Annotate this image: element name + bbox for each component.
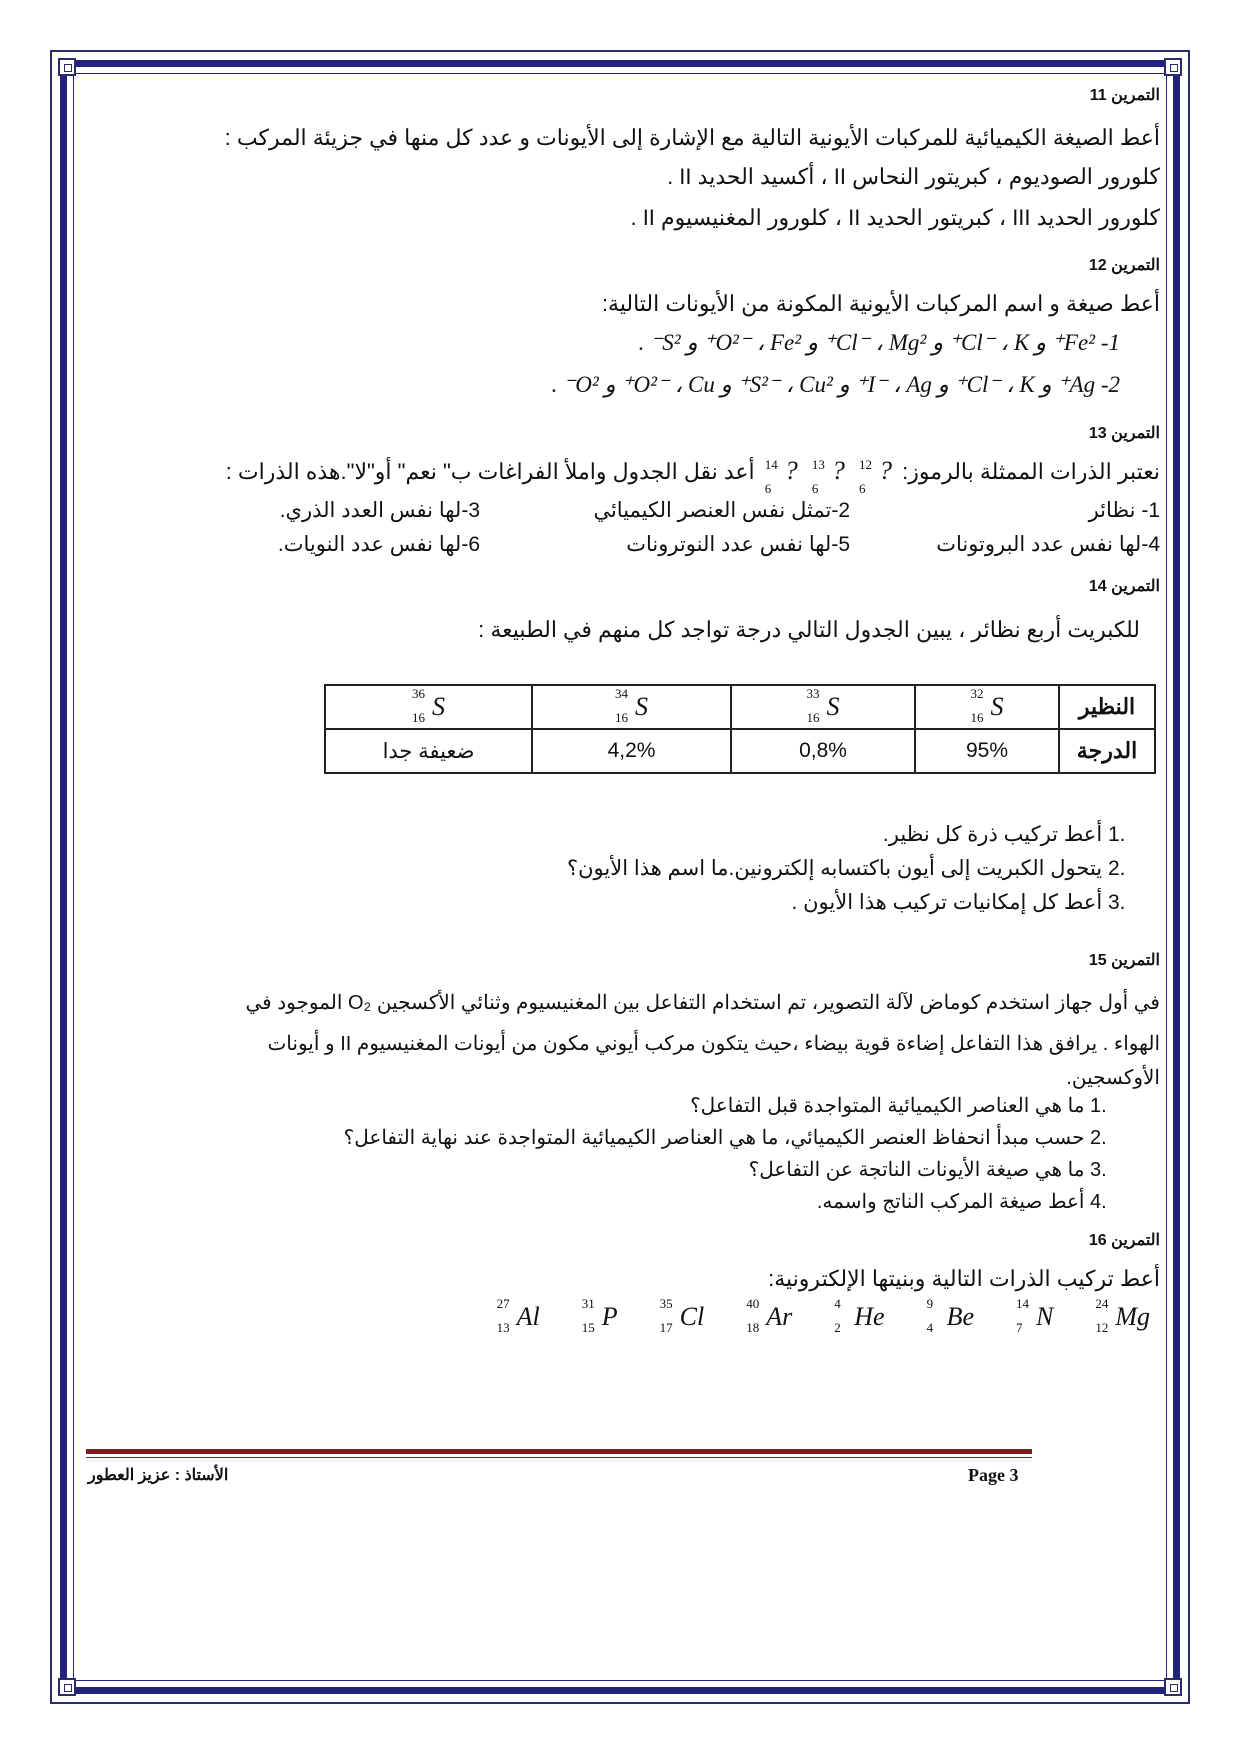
list-item: 3. أعط كل إمكانيات تركيب هذا الأيون . bbox=[791, 891, 1126, 914]
atom-symbol-mg: 24 12 Mg bbox=[1095, 1296, 1150, 1335]
footer-rule bbox=[86, 1449, 1032, 1454]
exercise-13-intro-a: نعتبر الذرات الممثلة بالرموز: bbox=[902, 459, 1160, 484]
atom-symbol-he: 4 2 He bbox=[834, 1296, 885, 1335]
exercise-11-line-2: كلورور الصوديوم ، كبريتور النحاس II ، أكسيد الحديد II . bbox=[667, 164, 1160, 189]
table-cell-abundance: 4,2% bbox=[532, 729, 731, 773]
atom-symbol-p: 31 15 P bbox=[581, 1296, 618, 1335]
list-item: 3. ما هي صيغة الأيونات الناتجة عن التفاعل؟ bbox=[748, 1159, 1107, 1181]
exercise-13-items-row-1 bbox=[100, 494, 1160, 528]
exercise-13-symbol-12c: 12 6 ? bbox=[859, 456, 893, 496]
table-header-abundance: الدرجة bbox=[1059, 729, 1155, 773]
exercise-15-line-2: الهواء . يرافق هذا التفاعل إضاءة قوية بيضاء ،حيث يتكون مركب أيوني مكون من أيونات المغنيسيوم II و أيونات bbox=[267, 1033, 1160, 1055]
exercise-12-ion-row-2: 2- Ag⁺ و Cl⁻ ، K⁺ و I⁻ ، Ag⁺ و S²⁻ ، Cu²⁺ و O²⁻ ، Cu⁺ و O²⁻ . bbox=[551, 372, 1120, 397]
table-cell-abundance: 95% bbox=[915, 729, 1059, 773]
list-item: 1. ما هي العناصر الكيميائية المتواجدة قبل التفاعل؟ bbox=[690, 1095, 1107, 1117]
exercise-11-title: التمرين 11 bbox=[1089, 87, 1160, 104]
table-cell-abundance: ضعيفة جدا bbox=[325, 729, 532, 773]
table-row bbox=[325, 685, 1155, 729]
table-cell-isotope: 36 16 S bbox=[325, 685, 532, 729]
exercise-13-items-row-2 bbox=[100, 528, 1160, 562]
exercise-12-title: التمرين 12 bbox=[1088, 257, 1160, 274]
atom-symbol-be: 9 4 Be bbox=[926, 1296, 974, 1335]
exercise-13-title: التمرين 13 bbox=[1088, 425, 1160, 442]
exercise-11-line-3: كلورور الحديد III ، كبريتور الحديد II ، كلورور المغنيسيوم II . bbox=[630, 205, 1160, 230]
exercise-13-item: 2-تمثل نفس العنصر الكيميائي bbox=[593, 499, 850, 522]
exercise-13-symbol-13c: 13 6 ? bbox=[811, 456, 845, 496]
table-row bbox=[325, 729, 1155, 773]
exercise-16-intro: أعط تركيب الذرات التالية وبنيتها الإلكترونية: bbox=[768, 1266, 1160, 1291]
table-cell-isotope: 33 16 S bbox=[731, 685, 915, 729]
page-number: Page 3 bbox=[968, 1465, 1019, 1485]
footer-author: الأستاذ : عزيز العطور bbox=[88, 1467, 229, 1484]
exercise-15-line-3: الأوكسجين. bbox=[1066, 1067, 1160, 1089]
exercise-15-line-1: في أول جهاز استخدم كوماض لآلة التصوير، تم استخدام التفاعل بين المغنيسيوم وثنائي الأكسجين O₂ الموجود في bbox=[245, 992, 1160, 1014]
exercise-13-item: 5-لها نفس عدد النوترونات bbox=[626, 533, 850, 556]
exercise-11-line-1: أعط الصيغة الكيميائية للمركبات الأيونية التالية مع الإشارة إلى الأيونات و عدد كل منها في جزيئة المركب : bbox=[224, 125, 1160, 150]
footer-rule-thin bbox=[86, 1457, 1032, 1458]
exercise-13-item: 3-لها نفس العدد الذري. bbox=[279, 499, 480, 522]
atom-symbol-cl: 35 17 Cl bbox=[659, 1296, 705, 1335]
frame-corner-ornament bbox=[58, 58, 76, 76]
list-item: 2. حسب مبدأ انحفاظ العنصر الكيميائي، ما هي العناصر الكيميائية المتواجدة عند نهاية التفاعل؟ bbox=[343, 1127, 1107, 1149]
atom-symbol-n: 14 7 N bbox=[1015, 1296, 1054, 1335]
exercise-13-intro-b: أعد نقل الجدول واملأ الفراغات ب" نعم" أو"لا".هذه الذرات : bbox=[225, 459, 755, 484]
exercise-16-title: التمرين 16 bbox=[1088, 1232, 1160, 1249]
exercise-13-intro bbox=[100, 451, 1160, 496]
isotope-table bbox=[324, 684, 1156, 774]
frame-corner-ornament bbox=[1164, 58, 1182, 76]
exercise-15-title: التمرين 15 bbox=[1088, 952, 1160, 969]
table-cell-abundance: 0,8% bbox=[731, 729, 915, 773]
table-cell-isotope: 32 16 S bbox=[915, 685, 1059, 729]
frame-corner-ornament bbox=[1164, 1678, 1182, 1696]
exercise-13-item: 1- نظائر bbox=[1088, 499, 1160, 522]
exercise-16-atoms bbox=[100, 1296, 1160, 1352]
exercise-14-intro: للكبريت أربع نظائر ، يبين الجدول التالي درجة تواجد كل منهم في الطبيعة : bbox=[478, 617, 1140, 642]
list-item: 2. يتحول الكبريت إلى أيون باكتسابه إلكترونين.ما اسم هذا الأيون؟ bbox=[566, 857, 1126, 880]
exercise-13-item: 6-لها نفس عدد النويات. bbox=[277, 533, 480, 556]
atom-symbol-ar: 40 18 Ar bbox=[746, 1296, 793, 1335]
table-cell-isotope: 34 16 S bbox=[532, 685, 731, 729]
exercise-15-questions bbox=[100, 1090, 1160, 1218]
exercise-12-ion-row-1: 1- Fe²⁺ و Cl⁻ ، K⁺ و Cl⁻ ، Mg²⁺ و O²⁻ ، Fe²⁺ و S²⁻ . bbox=[638, 330, 1120, 355]
exercise-13-symbol-14c: 14 6 ? bbox=[764, 456, 798, 496]
exercise-13-item: 4-لها نفس عدد البروتونات bbox=[936, 533, 1160, 556]
atom-symbol-al: 27 13 Al bbox=[496, 1296, 540, 1335]
page-content bbox=[100, 85, 1160, 1352]
list-item: 4. أعط صيغة المركب الناتج واسمه. bbox=[816, 1191, 1107, 1213]
list-item: 1. أعط تركيب ذرة كل نظير. bbox=[882, 823, 1126, 846]
exercise-14-questions bbox=[100, 818, 1160, 920]
frame-corner-ornament bbox=[58, 1678, 76, 1696]
table-header-isotope: النظير bbox=[1059, 685, 1155, 729]
exercise-14-title: التمرين 14 bbox=[1088, 578, 1160, 595]
exercise-12-intro: أعط صيغة و اسم المركبات الأيونية المكونة من الأيونات التالية: bbox=[601, 291, 1160, 316]
